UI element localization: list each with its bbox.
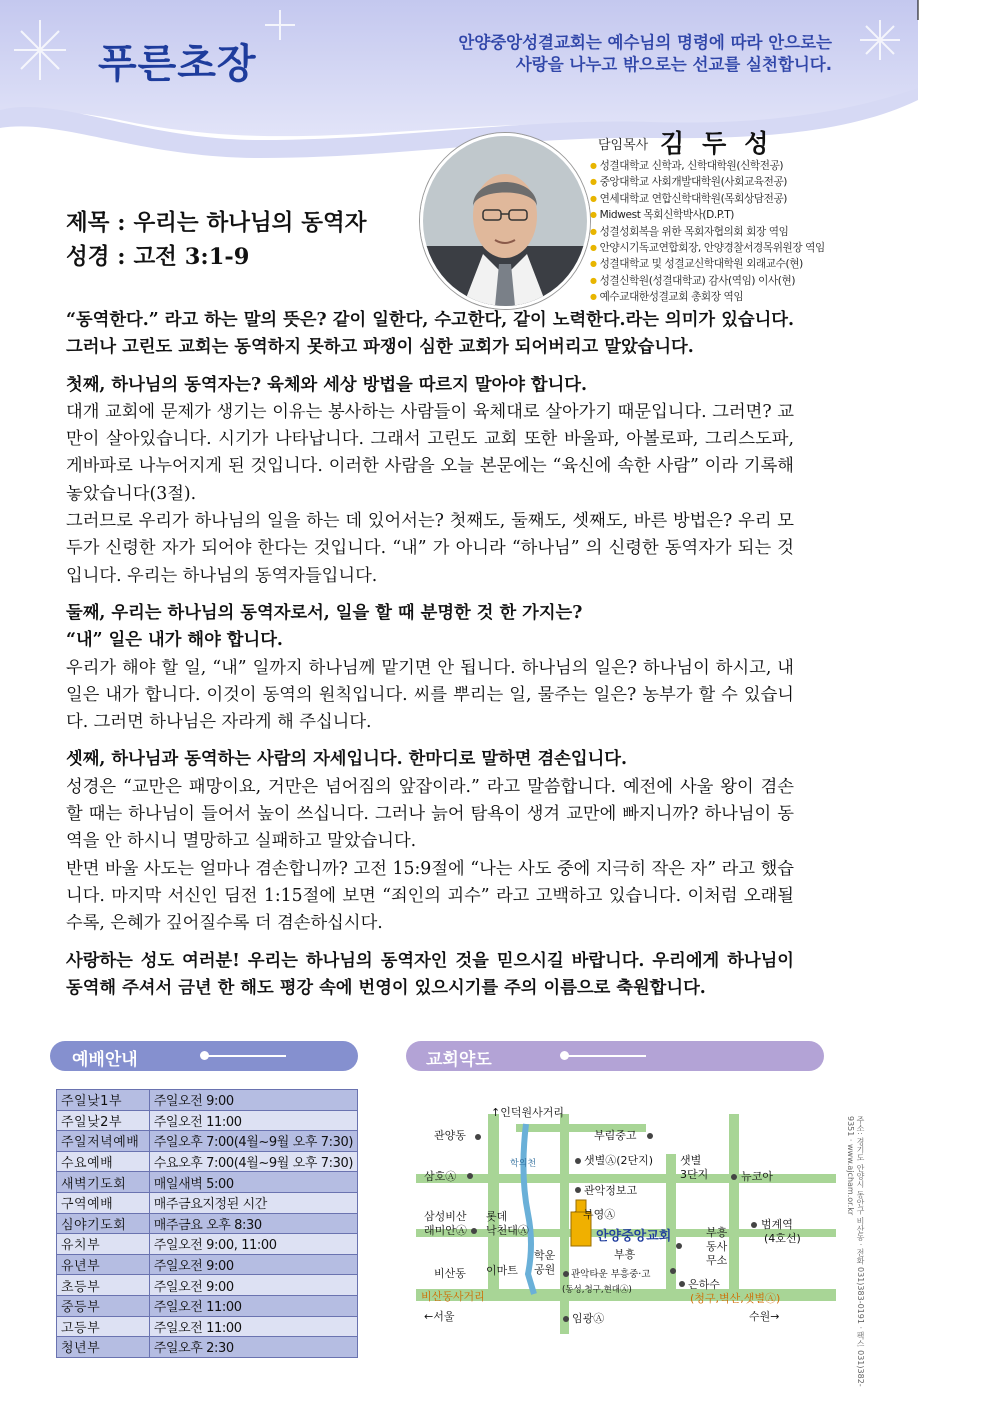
service-name: 심야기도회 [57, 1213, 150, 1234]
map-label-gwanakjeong: 관악정보고 [584, 1184, 638, 1197]
point-3-paragraph-a: 성경은 “교만은 패망이요, 거만은 넘어짐의 앞잡이라.” 라고 말씀합니다. 예전에 사울 왕이 겸손할 때는 하나님이 들어서 높이 쓰십니다. 그러나 늙어 탐욕이 생겨 교만에 빠지니까? 하나님이 동역을 안 하시니 멸망하고 실패하고 말았습니다. [66, 776, 794, 852]
point-3-paragraph-b: 반면 바울 사도는 얼마나 겸손합니까? 고전 15:9절에 “나는 사도 중에 지극히 작은 자” 라고 했습니다. 마지막 서신인 딤전 1:15절에 보면 “죄인의 괴수” 라고 고백하고 있습니다. 이처럼 오래될수록, 은혜가 깊어질수록 더 겸손하십시다. [66, 858, 794, 934]
map-label-saetbyeol3b: 3단지 [680, 1168, 709, 1181]
service-name: 새벽기도회 [57, 1172, 150, 1193]
schedule-row [57, 1172, 358, 1193]
schedule-row [57, 1110, 358, 1131]
credential-item: ● 성결대학교 신학과, 신학대학원(신학전공) [590, 158, 825, 174]
map-label-imgwang: 임광Ⓐ [572, 1312, 605, 1325]
point-1-heading: 첫째, 하나님의 동역자는? 육체와 세상 방법을 따르지 말아야 합니다. [66, 374, 588, 395]
motto-line-1: 안양중앙성결교회는 예수님의 명령에 따라 안으로는 [458, 33, 832, 52]
schedule-row [57, 1192, 358, 1213]
church-motto [412, 32, 832, 76]
map-label-buheung: 부흥 [614, 1248, 636, 1261]
schedule-row [57, 1090, 358, 1111]
map-label-beomgye1: 범계역 [761, 1218, 793, 1231]
service-time: 주일오전 9:00 [149, 1090, 357, 1111]
map-label-samsung2: 래미안Ⓐ [424, 1224, 467, 1237]
worship-heading: 예배안내 [72, 1050, 138, 1070]
point-2-subheading: “내” 일은 내가 해야 합니다. [66, 630, 283, 651]
map-bar [406, 1041, 824, 1071]
church-map [416, 1094, 846, 1334]
point-1-paragraph-a: 대개 교회에 문제가 생기는 이유는 봉사하는 사람들이 육체대로 살아가기 때문입니다. 그러면? 교만이 살아있습니다. 시기가 나타납니다. 그래서 고린도 교회 또한 바울파, 아볼로파, 그리스도파, 게바파로 나누어지게 된 것입니다. 이러한 사람을 오늘 본문에는 “육신에 속한 사람” 이라 기록해 놓았습니다(3절). [66, 401, 794, 504]
schedule-row [57, 1151, 358, 1172]
pastor-photo [420, 133, 590, 309]
credential-item: ● 성결신학원(성결대학교) 감사(역임) 이사(현) [590, 273, 825, 289]
schedule-row [57, 1131, 358, 1152]
map-label-indeok: ↑인덕원사거리 [491, 1106, 564, 1119]
sermon-title: 제목 : 우리는 하나님의 동역자 [66, 210, 367, 236]
service-time: 주일오전 11:00 [149, 1110, 357, 1131]
map-label-emart: 이마트 [486, 1264, 518, 1277]
service-time: 주일오전 9:00 [149, 1275, 357, 1296]
bar-line [206, 1055, 286, 1057]
service-name: 주일저녁예배 [57, 1131, 150, 1152]
point-2-paragraph: 우리가 해야 할 일, “내” 일까지 하나님께 맡기면 안 됩니다. 하나님의 일은? 하나님이 하시고, 내 일은 내가 합니다. 이것이 동역의 원칙입니다. 씨를 뿌리는 일, 물주는 일은? 농부가 할 수 있습니다. 그러면 하나님은 자라게 해 주십니다. [66, 657, 794, 733]
point-1-paragraph-b: 그러므로 우리가 하나님의 일을 하는 데 있어서는? 첫째도, 둘째도, 셋째도, 바른 방법은? 우리 모두가 신령한 자가 되어야 한다는 것입니다. “내” 가 아니라 “하나님” 의 신령한 동역자가 되는 것입니다. 우리는 하나님의 동역자들입니다. [66, 511, 794, 586]
service-time: 주일오후 7:00(4월~9월 오후 7:30) [149, 1131, 357, 1152]
schedule-row [57, 1316, 358, 1337]
service-name: 구역예배 [57, 1192, 150, 1213]
worship-bar [50, 1041, 358, 1071]
schedule-row [57, 1337, 358, 1358]
map-label-samho: 삼호Ⓐ [424, 1170, 457, 1183]
map-label-saetbyeol3: 샛별 [680, 1154, 702, 1167]
credential-item: ● 예수교대한성결교회 총회장 역임 [590, 289, 825, 305]
map-label-park1: 학운 [534, 1249, 556, 1262]
map-label-seoul: ←서울 [424, 1310, 455, 1323]
map-heading: 교회약도 [426, 1050, 492, 1070]
map-label-lotte1: 롯데 [486, 1210, 508, 1223]
map-label-eunhasu: 은하수 [688, 1278, 720, 1291]
schedule-row [57, 1234, 358, 1255]
service-time: 주일오후 2:30 [149, 1337, 357, 1358]
map-label-office1: 부흥 [706, 1226, 728, 1239]
closing-paragraph: 사랑하는 성도 여러분! 우리는 하나님의 동역자인 것을 믿으시길 바랍니다. 우리에게 하나님이 동역해 주셔서 금년 한 해도 평강 속에 번영이 있으시기를 주의 이름으로 축원합니다. [66, 950, 794, 998]
service-time: 주일오전 9:00, 11:00 [149, 1234, 357, 1255]
map-label-gwanaktown: 관악타운 부흥중·고 [571, 1269, 651, 1280]
service-time: 주일오전 11:00 [149, 1316, 357, 1337]
service-time: 주일오전 9:00 [149, 1254, 357, 1275]
map-label-samsung1: 삼성비산 [424, 1210, 467, 1223]
point-2-heading: 둘째, 우리는 하나님의 동역자로서, 일을 할 때 분명한 것 한 가지는? [66, 602, 583, 623]
service-time: 매주금요 오후 8:30 [149, 1213, 357, 1234]
map-label-cheonggu: (청구,벽산,샛별Ⓐ) [690, 1292, 781, 1305]
church-contact-note: 주소: 경기도 안양시 동안구 비산동 · 전화 031)383-0191 · 팩스 031)382-9351 · www.ajcham.or.kr [846, 1116, 865, 1387]
map-label-park2: 공원 [534, 1263, 556, 1276]
map-label-office3: 무소 [706, 1254, 728, 1267]
map-label-saetbyeol: 샛별Ⓐ(2단지) [584, 1154, 654, 1167]
service-name: 유년부 [57, 1254, 150, 1275]
sermon-body [66, 307, 794, 1002]
service-name: 초등부 [57, 1275, 150, 1296]
sermon-heading [66, 206, 366, 274]
map-label-lotte2: 낙천대Ⓐ [486, 1224, 529, 1237]
pastor-credentials [590, 158, 825, 306]
service-name: 고등부 [57, 1316, 150, 1337]
credential-item: ● Midwest 목회신학박사(D.P.T) [590, 207, 825, 223]
credential-item: ● 연세대학교 연합신학대학원(목회상담전공) [590, 191, 825, 207]
bar-line [566, 1055, 646, 1057]
service-time: 매일새벽 5:00 [149, 1172, 357, 1193]
service-time: 매주금요지정된 시간 [149, 1192, 357, 1213]
intro-paragraph: “동역한다.” 라고 하는 말의 뜻은? 같이 일한다, 수고한다, 같이 노력한다.라는 의미가 있습니다. 그러나 고린도 교회는 동역하지 못하고 파쟁이 심한 교회가 되어버리고 말았습니다. [66, 310, 794, 358]
pastor-name: 김두성 [660, 129, 787, 158]
map-label-bisan: 비산동 [434, 1267, 466, 1280]
credential-item: ● 안양시기독교연합회장, 안양경찰서경목위원장 역임 [590, 240, 825, 256]
motto-line-2: 사랑을 나누고 밖으로는 선교를 실천합니다. [515, 55, 832, 74]
worship-schedule-table [56, 1089, 358, 1358]
credential-item: ● 중앙대학교 사회개발대학원(사회교육전공) [590, 174, 825, 190]
credential-item: ● 성결성회복을 위한 목회자협의회 회장 역임 [590, 224, 825, 240]
map-label-suwon: 수원→ [749, 1310, 780, 1323]
service-name: 청년부 [57, 1337, 150, 1358]
sermon-scripture: 성경 : 고전 3:1-9 [66, 244, 250, 270]
service-name: 주일낮2부 [57, 1110, 150, 1131]
bulletin-title: 푸른초장 [98, 41, 257, 87]
schedule-row [57, 1213, 358, 1234]
map-label-buyeong: 부영Ⓐ [583, 1208, 616, 1221]
service-time: 주일오전 11:00 [149, 1295, 357, 1316]
map-label-bisan-cross: 비산동사거리 [421, 1290, 485, 1303]
map-label-beomgye2: (4호선) [764, 1232, 801, 1245]
schedule-row [57, 1275, 358, 1296]
service-name: 주일낮1부 [57, 1090, 150, 1111]
service-name: 수요예배 [57, 1151, 150, 1172]
pastor-title: 담임목사 [598, 138, 649, 153]
service-time: 수요오후 7:00(4월~9월 오후 7:30) [149, 1151, 357, 1172]
map-label-church: 안양중앙교회 [596, 1229, 672, 1244]
point-3-heading: 셋째, 하나님과 동역하는 사람의 자세입니다. 한마디로 말하면 겸손입니다. [66, 749, 627, 770]
schedule-row [57, 1254, 358, 1275]
credential-item: ● 성결대학교 및 성결교신학대학원 외래교수(현) [590, 256, 825, 272]
schedule-row [57, 1295, 358, 1316]
map-label-office2: 동사 [706, 1240, 728, 1253]
service-name: 중등부 [57, 1295, 150, 1316]
map-label-burim: 부림중고 [594, 1129, 637, 1142]
map-label-hakuicheon: 학의천 [510, 1159, 537, 1169]
service-name: 유치부 [57, 1234, 150, 1255]
map-label-gwanyang: 관양동 [434, 1129, 466, 1142]
map-label-dongsung: (동성,청구,현대Ⓐ) [562, 1285, 632, 1295]
map-label-newcore: 뉴코아 [741, 1170, 773, 1183]
